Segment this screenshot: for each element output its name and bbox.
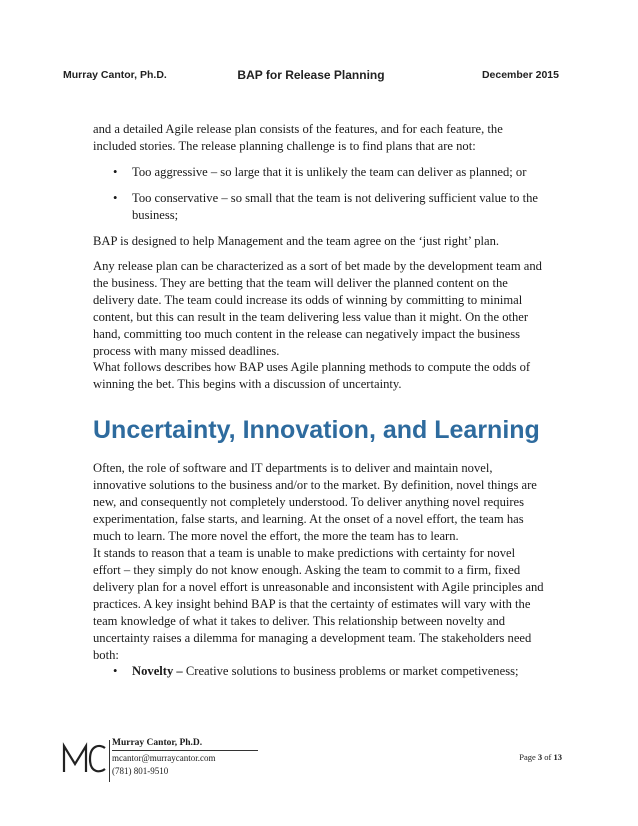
paragraph-novelty: Often, the role of software and IT departments is to deliver and maintain novel, innovative solutions to the business and/or to the market. By definition, novel things are new, and consequently not completely understood. To deliver anything novel requires experimentation, false starts, and learning. At the onset of a novel effort, the team has much to learn. The more novel the effort, the more the team has to learn. bbox=[93, 461, 537, 543]
paragraph-intro: and a detailed Agile release plan consists of the features, and for each feature, the included stories. The release planning challenge is to find plans that are not: bbox=[93, 122, 503, 153]
header-title: BAP for Release Planning bbox=[237, 68, 385, 82]
footer-name: Murray Cantor, Ph.D. bbox=[112, 738, 203, 748]
header-author: Murray Cantor, Ph.D. bbox=[63, 69, 167, 81]
paragraph-odds: What follows describes how BAP uses Agile planning methods to compute the odds of winning the bet. This begins with a discussion of uncertainty. bbox=[93, 360, 531, 391]
bullet-list-plans bbox=[93, 164, 545, 224]
footer-divider-horizontal bbox=[112, 750, 258, 751]
list-item: • Too conservative – so small that the team is not delivering sufficient value to the business; bbox=[113, 191, 538, 222]
mc-logo-icon bbox=[62, 742, 106, 774]
footer-phone: (781) 801-9510 bbox=[112, 766, 169, 776]
page-number: Page 3 of 13 bbox=[519, 752, 562, 762]
list-item: • Novelty – Creative solutions to business problems or market competiveness; bbox=[113, 664, 519, 678]
header-date: December 2015 bbox=[481, 69, 559, 81]
bullet-dot: • bbox=[113, 664, 118, 678]
bullet-term: Novelty – bbox=[132, 664, 183, 678]
paragraph-bet: Any release plan can be characterized as a sort of bet made by the development team and the business. They are betting that the team will deliver the planned content on the delivery date. The team could increase its odds of winning by committing to minimal content, but this can result in the team delivering less value than it might. On the other hand, committing too much content in the release can negatively impact the business process with many missed deadlines. bbox=[93, 259, 542, 358]
paragraph-just-right: BAP is designed to help Management and the team agree on the ‘just right’ plan. bbox=[93, 234, 500, 248]
section-heading: Uncertainty, Innovation, and Learning bbox=[93, 416, 540, 444]
paragraph-uncertainty: It stands to reason that a team is unable to make predictions with certainty for novel effort – they simply do not know enough. Asking the team to commit to a firm, fixed delivery plan for a novel effort is unreasonable and inconsistent with Agile principles and practices. A key insight behind BAP is that the certainty of estimates will vary with the team knowledge of what it takes to deliver. This relationship between novelty and uncertainty raises a dilemma for managing a development team. The stakeholders need both: bbox=[93, 546, 544, 662]
footer-email: mcantor@murraycantor.com bbox=[112, 753, 216, 763]
bullet-dot: • bbox=[113, 165, 118, 179]
bullet-list-needs bbox=[93, 663, 545, 680]
list-item: • Too aggressive – so large that it is unlikely the team can deliver as planned; or bbox=[113, 165, 527, 179]
footer-divider-vertical bbox=[109, 740, 110, 782]
page-footer bbox=[62, 736, 562, 796]
bullet-dot: • bbox=[113, 191, 118, 205]
